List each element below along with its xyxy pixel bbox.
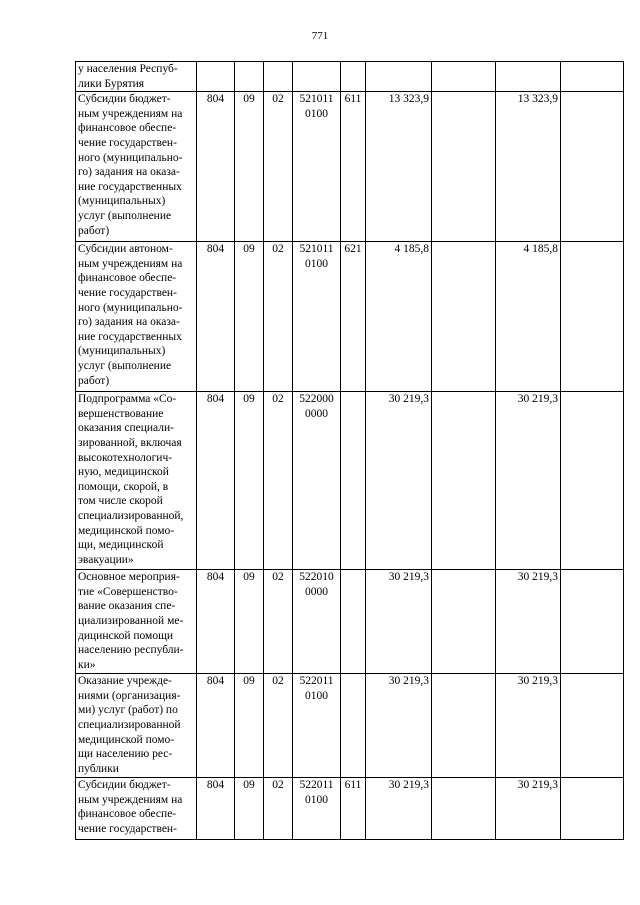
amount-total: 30 219,3 bbox=[366, 392, 432, 570]
row-name: Субсидии автоном- ным учреждениям на финансовое обеспе- чение государствен- ного (муниципально- го) задания на оказа- ние государственных (муниципальных) услуг (выполнение работ) bbox=[76, 242, 197, 392]
amount-col-2 bbox=[432, 392, 496, 570]
section-code: 09 bbox=[235, 92, 264, 242]
section-code: 09 bbox=[235, 674, 264, 778]
amount-col-4 bbox=[561, 674, 624, 778]
ved-code: 804 bbox=[197, 778, 235, 840]
expense-type-code: 621 bbox=[341, 242, 366, 392]
table-row bbox=[76, 674, 624, 778]
amount-col-3: 30 219,3 bbox=[496, 778, 561, 840]
section-code: 09 bbox=[235, 778, 264, 840]
amount-col-2 bbox=[432, 570, 496, 674]
amount-col-2 bbox=[432, 242, 496, 392]
amount-col-3: 30 219,3 bbox=[496, 674, 561, 778]
target-article-code: 522011 0100 bbox=[293, 778, 341, 840]
subsection-code: 02 bbox=[264, 242, 293, 392]
amount-col-4 bbox=[561, 392, 624, 570]
subsection-code: 02 bbox=[264, 392, 293, 570]
page-number: 771 bbox=[311, 30, 329, 42]
table-row bbox=[76, 92, 624, 242]
target-article-code bbox=[293, 62, 341, 92]
target-article-code: 522011 0100 bbox=[293, 674, 341, 778]
ved-code: 804 bbox=[197, 674, 235, 778]
amount-col-4 bbox=[561, 570, 624, 674]
amount-col-2 bbox=[432, 778, 496, 840]
amount-col-3: 30 219,3 bbox=[496, 392, 561, 570]
amount-total bbox=[366, 62, 432, 92]
expense-type-code bbox=[341, 570, 366, 674]
table-row bbox=[76, 778, 624, 840]
target-article-code: 521011 0100 bbox=[293, 242, 341, 392]
section-code: 09 bbox=[235, 242, 264, 392]
expense-type-code: 611 bbox=[341, 778, 366, 840]
target-article-code: 521011 0100 bbox=[293, 92, 341, 242]
amount-col-2 bbox=[432, 62, 496, 92]
row-name: Субсидии бюджет- ным учреждениям на финансовое обеспе- чение государствен- ного (муниципально- го) задания на оказа- ние государственных (муниципальных) услуг (выполнение работ) bbox=[76, 92, 197, 242]
amount-total: 30 219,3 bbox=[366, 570, 432, 674]
amount-col-3: 13 323,9 bbox=[496, 92, 561, 242]
amount-total: 4 185,8 bbox=[366, 242, 432, 392]
expense-type-code bbox=[341, 392, 366, 570]
amount-col-2 bbox=[432, 92, 496, 242]
table-row bbox=[76, 392, 624, 570]
expense-type-code: 611 bbox=[341, 92, 366, 242]
amount-col-3: 30 219,3 bbox=[496, 570, 561, 674]
budget-table bbox=[75, 61, 624, 840]
table-row bbox=[76, 62, 624, 92]
expense-type-code bbox=[341, 674, 366, 778]
expense-type-code bbox=[341, 62, 366, 92]
row-name: Субсидии бюджет- ным учреждениям на финансовое обеспе- чение государствен- bbox=[76, 778, 197, 840]
subsection-code: 02 bbox=[264, 674, 293, 778]
amount-col-4 bbox=[561, 62, 624, 92]
amount-total: 13 323,9 bbox=[366, 92, 432, 242]
subsection-code: 02 bbox=[264, 92, 293, 242]
row-name: у населения Респуб- лики Бурятия bbox=[76, 62, 197, 92]
amount-col-3 bbox=[496, 62, 561, 92]
amount-col-4 bbox=[561, 778, 624, 840]
subsection-code: 02 bbox=[264, 778, 293, 840]
ved-code: 804 bbox=[197, 242, 235, 392]
amount-col-4 bbox=[561, 242, 624, 392]
ved-code: 804 bbox=[197, 392, 235, 570]
target-article-code: 522010 0000 bbox=[293, 570, 341, 674]
row-name: Оказание учрежде- ниями (организация- ми) услуг (работ) по специализированной медицинской помо- щи населению рес- публики bbox=[76, 674, 197, 778]
amount-col-2 bbox=[432, 674, 496, 778]
table-row bbox=[76, 242, 624, 392]
ved-code: 804 bbox=[197, 570, 235, 674]
table-row bbox=[76, 570, 624, 674]
subsection-code bbox=[264, 62, 293, 92]
row-name: Основное мероприя- тие «Совершенство- вание оказания спе- циализированной ме- дицинской помощи населению республи- ки» bbox=[76, 570, 197, 674]
amount-total: 30 219,3 bbox=[366, 674, 432, 778]
amount-col-3: 4 185,8 bbox=[496, 242, 561, 392]
section-code bbox=[235, 62, 264, 92]
row-name: Подпрограмма «Со- вершенствование оказания специали- зированной, включая высокотехнологич- ную, медицинской помощи, скорой, в том числе скорой специализированной, медицинской помо- щи, медицинской эвакуации» bbox=[76, 392, 197, 570]
ved-code: 804 bbox=[197, 92, 235, 242]
subsection-code: 02 bbox=[264, 570, 293, 674]
amount-col-4 bbox=[561, 92, 624, 242]
section-code: 09 bbox=[235, 570, 264, 674]
target-article-code: 522000 0000 bbox=[293, 392, 341, 570]
section-code: 09 bbox=[235, 392, 264, 570]
amount-total: 30 219,3 bbox=[366, 778, 432, 840]
ved-code bbox=[197, 62, 235, 92]
